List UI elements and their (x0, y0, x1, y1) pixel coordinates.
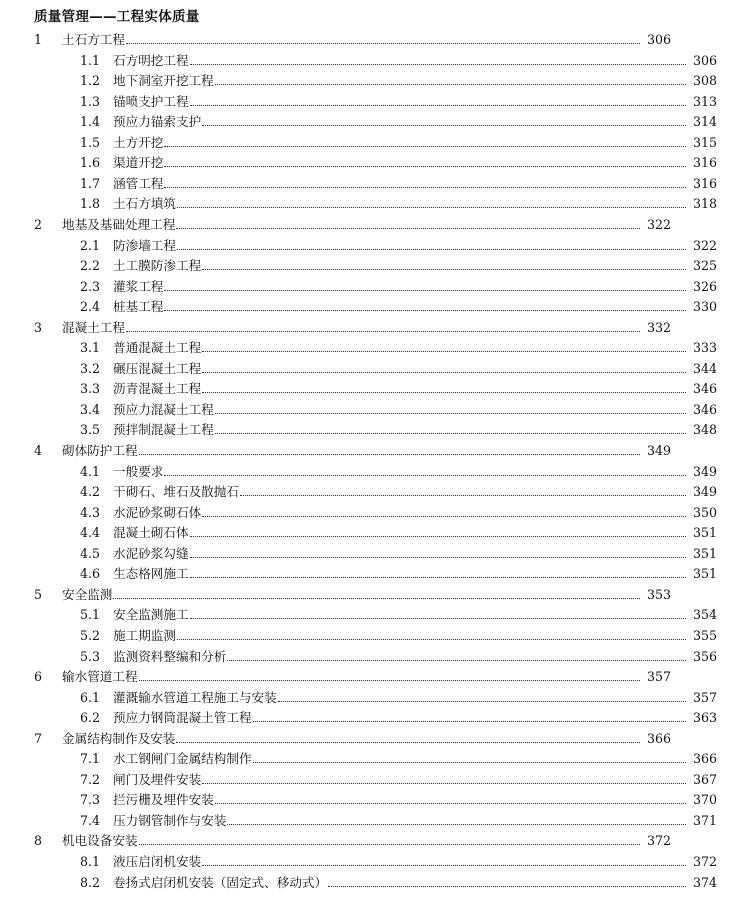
entry-number: 3.5 (80, 422, 101, 438)
entry-title: 桩基工程 (113, 299, 164, 315)
entry-title: 灌溉输水管道工程施工与安装 (113, 689, 277, 705)
dot-leader (190, 618, 686, 619)
toc-section-entry[interactable] (0, 501, 730, 521)
entry-number: 6 (34, 669, 43, 685)
dot-leader (126, 331, 640, 332)
entry-number: 6.1 (80, 689, 101, 705)
dot-leader (215, 433, 686, 434)
entry-title: 水泥砂浆砌石体 (113, 504, 202, 520)
toc-chapter-entry[interactable] (0, 727, 684, 747)
dot-leader (202, 865, 686, 866)
toc-chapter-entry[interactable] (0, 439, 684, 459)
entry-number: 7.4 (80, 812, 101, 828)
toc-section-entry[interactable] (0, 418, 730, 438)
entry-number: 3.2 (80, 360, 101, 376)
entry-title: 机电设备安装 (62, 833, 138, 849)
dot-leader (227, 660, 686, 661)
toc-section-entry[interactable] (0, 336, 730, 356)
entry-page-number: 316 (692, 155, 717, 171)
entry-title: 压力钢管制作与安装 (113, 812, 227, 828)
toc-section-entry[interactable] (0, 706, 730, 726)
entry-page-number: 318 (692, 196, 717, 212)
entry-title: 渠道开挖 (113, 155, 164, 171)
entry-title: 土工膜防渗工程 (113, 258, 202, 274)
toc-section-entry[interactable] (0, 686, 730, 706)
toc-chapter-entry[interactable] (0, 28, 684, 48)
toc-section-entry[interactable] (0, 377, 730, 397)
entry-title: 输水管道工程 (62, 669, 138, 685)
toc-section-entry[interactable] (0, 357, 730, 377)
toc-chapter-entry[interactable] (0, 829, 684, 849)
entry-page-number: 313 (692, 93, 717, 109)
entry-title: 预应力钢筒混凝土管工程 (113, 710, 252, 726)
dot-leader (215, 803, 686, 804)
toc-section-entry[interactable] (0, 768, 730, 788)
entry-title: 混凝土工程 (62, 319, 125, 335)
entry-number: 4.4 (80, 525, 101, 541)
entry-number: 4 (34, 443, 43, 458)
entry-page-number: 366 (646, 730, 671, 746)
entry-number: 1.5 (80, 134, 101, 150)
toc-section-entry[interactable] (0, 131, 730, 151)
entry-number: 2.4 (80, 299, 101, 315)
entry-title: 一般要求 (113, 463, 164, 479)
entry-page-number: 306 (646, 32, 671, 47)
dot-leader (177, 249, 686, 250)
entry-number: 3.4 (80, 401, 101, 417)
toc-section-entry[interactable] (0, 49, 730, 69)
dot-leader (164, 146, 686, 147)
entry-title: 沥青混凝土工程 (113, 381, 202, 397)
dot-leader (202, 125, 686, 126)
toc-section-entry[interactable] (0, 90, 730, 110)
entry-number: 4.3 (80, 504, 101, 520)
entry-title: 施工期监测 (113, 627, 176, 643)
entry-number: 1.2 (80, 73, 101, 89)
toc-section-entry[interactable] (0, 624, 730, 644)
entry-number: 3.1 (80, 340, 101, 356)
entry-number: 3 (34, 319, 43, 335)
entry-number: 2.1 (80, 237, 101, 253)
toc-section-entry[interactable] (0, 460, 730, 480)
entry-title: 土方开挖 (113, 134, 164, 150)
entry-number: 2.2 (80, 258, 101, 274)
entry-title: 液压启闭机安装 (113, 854, 202, 869)
entry-page-number: 363 (692, 710, 717, 726)
entry-title: 碾压混凝土工程 (113, 360, 202, 376)
entry-number: 4.6 (80, 566, 101, 582)
dot-leader (202, 351, 686, 352)
entry-page-number: 330 (692, 299, 717, 315)
entry-title: 灌浆工程 (113, 278, 164, 294)
toc-section-entry[interactable] (0, 110, 730, 130)
entry-title: 金属结构制作及安装 (62, 730, 176, 746)
dot-leader (164, 290, 686, 291)
entry-page-number: 316 (692, 175, 717, 191)
entry-page-number: 322 (692, 237, 717, 253)
document-title: 质量管理——工程实体质量 (34, 9, 200, 25)
entry-title: 防渗墙工程 (113, 237, 176, 253)
dot-leader (202, 269, 686, 270)
toc-section-entry[interactable] (0, 542, 730, 562)
entry-page-number: 322 (646, 216, 671, 232)
entry-title: 混凝土砌石体 (113, 525, 189, 541)
entry-number: 2.3 (80, 278, 101, 294)
entry-number: 5.2 (80, 627, 101, 643)
entry-page-number: 351 (692, 545, 717, 561)
dot-leader (202, 783, 686, 784)
entry-title: 石方明挖工程 (113, 52, 189, 68)
entry-page-number: 357 (692, 689, 717, 705)
entry-page-number: 346 (692, 381, 717, 397)
toc-section-entry[interactable] (0, 398, 730, 418)
dot-leader (190, 536, 686, 537)
entry-page-number: 367 (692, 771, 717, 787)
entry-page-number: 332 (646, 319, 671, 335)
entry-number: 8 (34, 833, 43, 849)
entry-page-number: 349 (692, 484, 717, 500)
entry-page-number: 374 (692, 874, 717, 890)
entry-page-number: 372 (692, 854, 717, 869)
entry-number: 7.3 (80, 792, 101, 808)
entry-title: 卷扬式启闭机安装（固定式、移动式） (113, 874, 328, 890)
dot-leader (176, 228, 640, 229)
entry-page-number: 315 (692, 134, 717, 150)
entry-page-number: 308 (692, 73, 717, 89)
entry-title: 预应力锚索支护 (113, 114, 202, 130)
entry-number: 3.3 (80, 381, 101, 397)
entry-title: 土石方填筑 (113, 196, 176, 212)
dot-leader (176, 742, 640, 743)
entry-page-number: 349 (692, 463, 717, 479)
entry-title: 预应力混凝土工程 (113, 401, 214, 417)
toc-section-entry[interactable] (0, 295, 730, 315)
entry-number: 5 (34, 586, 43, 602)
dot-leader (190, 64, 686, 65)
entry-title: 砌体防护工程 (62, 443, 138, 458)
dot-leader (328, 886, 686, 887)
toc-section-entry[interactable] (0, 788, 730, 808)
toc-section-entry[interactable] (0, 151, 730, 171)
entry-number: 1.7 (80, 175, 101, 191)
entry-page-number: 326 (692, 278, 717, 294)
dot-leader (164, 475, 686, 476)
toc-section-entry[interactable] (0, 275, 730, 295)
entry-number: 7.2 (80, 771, 101, 787)
entry-page-number: 370 (692, 792, 717, 808)
entry-title: 涵管工程 (113, 175, 164, 191)
dot-leader (113, 598, 640, 599)
toc-section-entry[interactable] (0, 172, 730, 192)
entry-number: 5.3 (80, 648, 101, 664)
dot-leader (202, 372, 686, 373)
entry-number: 8.2 (80, 874, 101, 890)
entry-number: 4.1 (80, 463, 101, 479)
entry-title: 生态格网施工 (113, 566, 189, 582)
entry-page-number: 355 (692, 627, 717, 643)
entry-title: 拦污栅及埋件安装 (113, 792, 214, 808)
entry-title: 地基及基础处理工程 (62, 216, 176, 232)
entry-page-number: 357 (646, 669, 671, 685)
dot-leader (164, 310, 686, 311)
entry-title: 闸门及埋件安装 (113, 771, 202, 787)
toc-section-entry[interactable] (0, 521, 730, 541)
entry-page-number: 346 (692, 401, 717, 417)
toc-section-entry[interactable] (0, 809, 730, 829)
entry-page-number: 325 (692, 258, 717, 274)
entry-title: 水泥砂浆勾缝 (113, 545, 189, 561)
toc-chapter-entry[interactable] (0, 583, 684, 603)
dot-leader (240, 495, 686, 496)
dot-leader (139, 454, 640, 455)
toc-section-entry[interactable] (0, 192, 730, 212)
toc-chapter-entry[interactable] (0, 665, 684, 685)
dot-leader (139, 844, 640, 845)
entry-page-number: 351 (692, 525, 717, 541)
toc-section-entry[interactable] (0, 562, 730, 582)
entry-number: 1.8 (80, 196, 101, 212)
dot-leader (164, 166, 686, 167)
entry-page-number: 314 (692, 114, 717, 130)
toc-section-entry[interactable] (0, 850, 730, 870)
entry-number: 2 (34, 216, 43, 232)
entry-title: 安全监测 (62, 586, 113, 602)
toc-section-entry[interactable] (0, 234, 730, 254)
toc-section-entry[interactable] (0, 480, 730, 500)
dot-leader (202, 516, 686, 517)
entry-page-number: 351 (692, 566, 717, 582)
toc-chapter-entry[interactable] (0, 316, 684, 336)
entry-title: 干砌石、堆石及散抛石 (113, 484, 239, 500)
entry-number: 1.6 (80, 155, 101, 171)
dot-leader (215, 84, 686, 85)
entry-page-number: 366 (692, 751, 717, 767)
dot-leader (253, 721, 686, 722)
entry-number: 1.4 (80, 114, 101, 130)
toc-section-entry[interactable] (0, 747, 730, 767)
entry-number: 7.1 (80, 751, 101, 767)
dot-leader (164, 187, 686, 188)
toc-section-entry[interactable] (0, 69, 730, 89)
entry-page-number: 350 (692, 504, 717, 520)
entry-page-number: 353 (646, 586, 671, 602)
entry-number: 6.2 (80, 710, 101, 726)
dot-leader (215, 413, 686, 414)
entry-page-number: 306 (692, 52, 717, 68)
entry-title: 预拌制混凝土工程 (113, 422, 214, 438)
entry-number: 4.5 (80, 545, 101, 561)
dot-leader (139, 680, 640, 681)
entry-title: 普通混凝土工程 (113, 340, 202, 356)
dot-leader (190, 577, 686, 578)
entry-title: 水工钢闸门金属结构制作 (113, 751, 252, 767)
dot-leader (227, 824, 686, 825)
toc-chapter-entry[interactable] (0, 213, 684, 233)
entry-title: 地下洞室开挖工程 (113, 73, 214, 89)
dot-leader (177, 639, 686, 640)
entry-title: 安全监测施工 (113, 607, 189, 623)
entry-title: 监测资料整编和分析 (113, 648, 227, 664)
entry-page-number: 356 (692, 648, 717, 664)
dot-leader (190, 105, 686, 106)
entry-title: 锚喷支护工程 (113, 93, 189, 109)
dot-leader (177, 207, 686, 208)
entry-number: 8.1 (80, 854, 101, 869)
entry-number: 4.2 (80, 484, 101, 500)
dot-leader (190, 557, 686, 558)
entry-number: 1.3 (80, 93, 101, 109)
toc-section-entry[interactable] (0, 871, 730, 891)
dot-leader (278, 701, 686, 702)
toc-section-entry[interactable] (0, 603, 730, 623)
entry-page-number: 348 (692, 422, 717, 438)
entry-page-number: 354 (692, 607, 717, 623)
entry-number: 7 (34, 730, 43, 746)
entry-number: 1.1 (80, 52, 101, 68)
dot-leader (253, 762, 686, 763)
entry-page-number: 372 (646, 833, 671, 849)
entry-page-number: 344 (692, 360, 717, 376)
toc-section-entry[interactable] (0, 645, 730, 665)
entry-title: 土石方工程 (62, 32, 125, 47)
entry-page-number: 333 (692, 340, 717, 356)
entry-page-number: 371 (692, 812, 717, 828)
entry-number: 1 (34, 32, 43, 47)
toc-section-entry[interactable] (0, 254, 730, 274)
dot-leader (202, 392, 686, 393)
entry-page-number: 349 (646, 443, 671, 458)
entry-number: 5.1 (80, 607, 101, 623)
dot-leader (126, 43, 640, 44)
